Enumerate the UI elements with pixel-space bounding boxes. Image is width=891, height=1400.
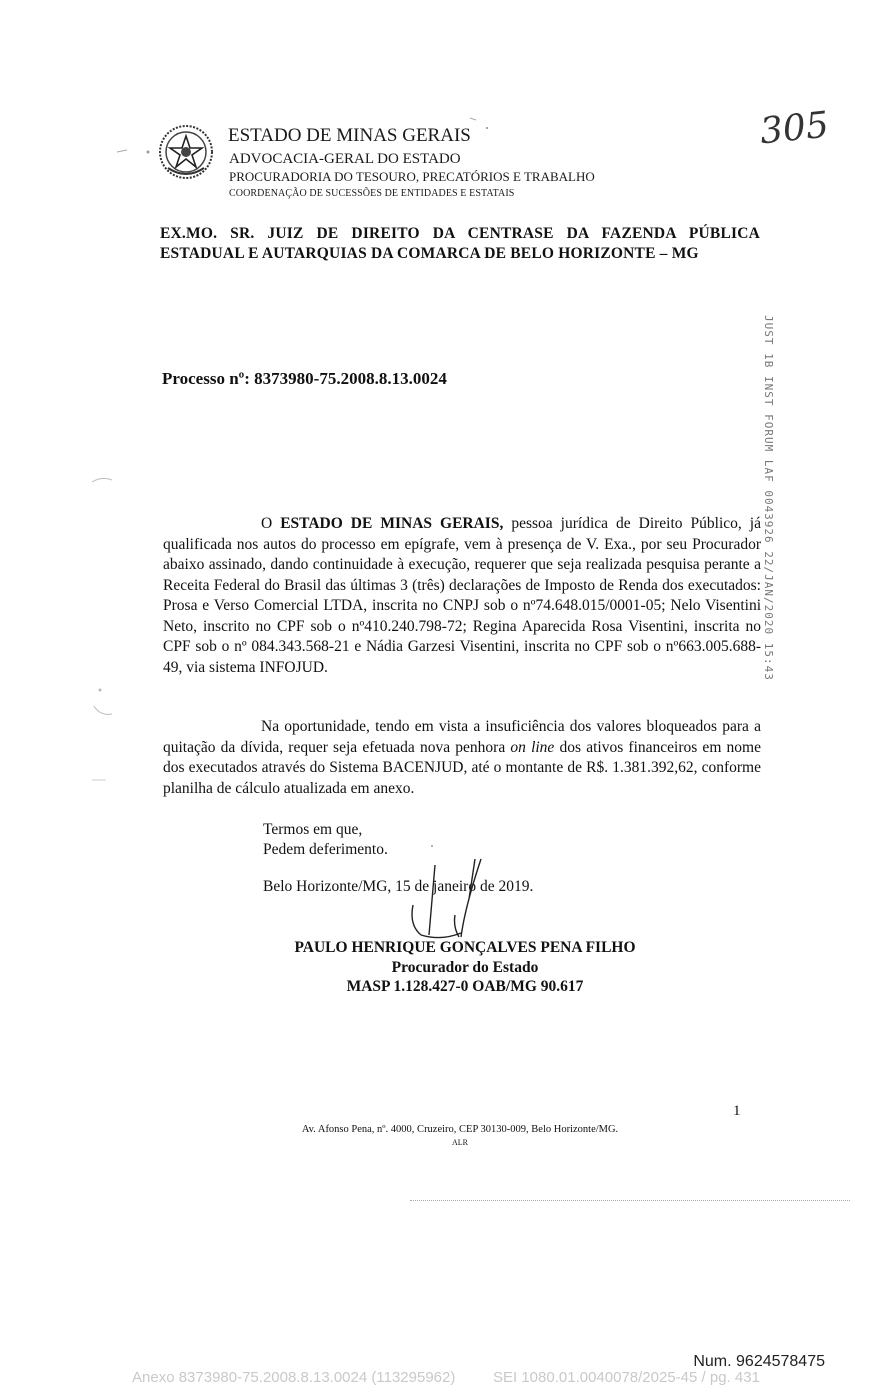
letterhead-department: PROCURADORIA DO TESOURO, PRECATÓRIOS E TRABALHO: [229, 169, 595, 184]
paragraph-request-bacenjud: [163, 717, 761, 799]
addressee: EX.MO. SR. JUIZ DE DIREITO DA CENTRASE DA FAZENDA PÚBLICA ESTADUAL E AUTARQUIAS DA COMARCA DE BELO HORIZONTE – MG: [160, 225, 760, 262]
letterhead-agency: ADVOCACIA-GERAL DO ESTADO: [229, 151, 461, 167]
footer-initials: ALR: [452, 1138, 468, 1147]
signer-title: Procurador do Estado: [391, 958, 539, 976]
signer-registration: MASP 1.128.427-0 OAB/MG 90.617: [346, 978, 584, 995]
footer-address: Av. Afonso Pena, nº. 4000, Cruzeiro, CEP 30130-009, Belo Horizonte/MG.: [301, 1124, 619, 1135]
paragraph-request-infojud: [163, 514, 761, 678]
paragraph1-lead: O: [261, 515, 281, 532]
coat-of-arms-icon: [158, 124, 214, 180]
page-number: 1: [733, 1103, 741, 1119]
letterhead-state: ESTADO DE MINAS GERAIS: [228, 125, 471, 146]
watermark-sei: SEI 1080.01.0040078/2025-45 / pg. 431: [493, 1369, 760, 1386]
signature-block: [230, 938, 700, 997]
paragraph2-before: Na oportunidade, tendo em vista a insuficiência dos valores bloqueados para a quitação da dívida, requer seja efetuada nova penhora: [163, 718, 761, 756]
footer-divider: [410, 1200, 850, 1201]
process-number: Processo nº: 8373980-75.2008.8.13.0024: [162, 369, 447, 388]
closing-line2: Pedem deferimento.: [263, 841, 388, 858]
paragraph2-after: dos ativos financeiros em nome dos executados através do Sistema BACENJUD, até o montante de R$. 1.381.392,62, conforme planilha de cálculo atualizada em anexo.: [163, 738, 761, 797]
paragraph1-text: pessoa jurídica de Direito Público, já qualificada nos autos do processo em epígrafe, vem à presença de V. Exa., por seu Procurador abaixo assinado, dando continuidade à execução, requerer que seja realizada pesquisa perante a Receita Federal do Brasil das últimas 3 (três) declarações de Imposto de Renda dos executados: Prosa e Verso Comercial LTDA, inscrita no CNPJ sob o nº74.648.015/0001-05; Nelo Visentini Neto, inscrito no CPF sob o nº410.240.798-72; Regina Aparecida Rosa Visentini, inscrita no CPF sob o nº 084.343.568-21 e Nádia Garzesi Visentini, inscrita no CPF sob o nº663.005.688-49, via sistema INFOJUD.: [163, 515, 761, 676]
closing-line1: Termos em que,: [263, 821, 363, 838]
paragraph1-party: ESTADO DE MINAS GERAIS,: [280, 515, 504, 532]
folio-number: 305: [758, 104, 831, 153]
letterhead-coordination: COORDENAÇÃO DE SUCESSÕES DE ENTIDADES E ESTATAIS: [229, 188, 515, 199]
paragraph2-italic: on line: [510, 738, 555, 756]
place-and-date: Belo Horizonte/MG, 15 de janeiro de 2019.: [263, 878, 534, 895]
watermark-annex: Anexo 8373980-75.2008.8.13.0024 (113295962): [132, 1369, 456, 1386]
document-number: Num. 9624578475: [693, 1353, 825, 1370]
handwritten-signature: [395, 855, 505, 945]
signer-name: PAULO HENRIQUE GONÇALVES PENA FILHO: [294, 939, 636, 956]
receipt-stamp: JUST 1B INST FORUM LAF 0043926 22/JAN/2020 15:43: [762, 315, 775, 681]
